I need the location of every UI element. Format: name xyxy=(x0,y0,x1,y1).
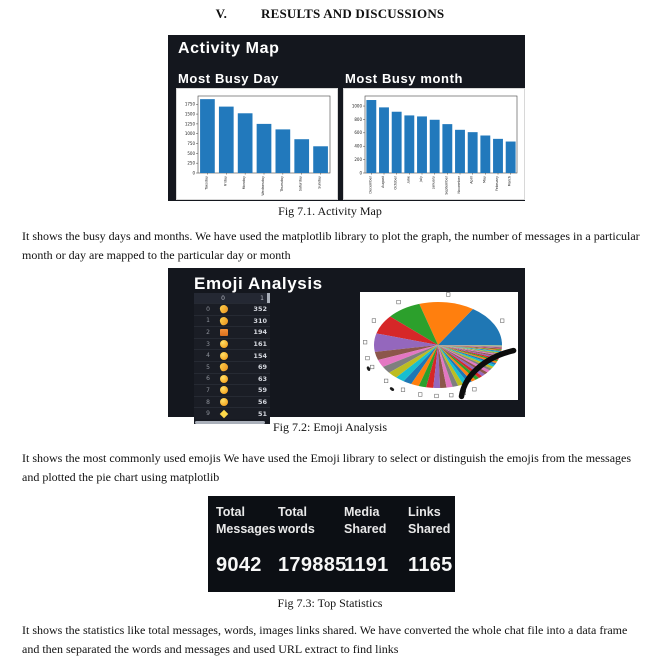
svg-text:0: 0 xyxy=(192,170,195,176)
emoji-pie-chart xyxy=(360,292,518,400)
emoji-count: 69 xyxy=(257,363,267,372)
emoji-count: 310 xyxy=(253,316,267,325)
stat-value: 1165 xyxy=(408,553,453,576)
x-tick-label: Tuesday xyxy=(204,176,209,190)
activity-map-title: Activity Map xyxy=(178,40,280,57)
x-tick-label: Sunday xyxy=(317,176,322,189)
emoji-table-row xyxy=(194,407,270,419)
busy-day-bar-chart xyxy=(176,88,338,200)
row-index: 6 xyxy=(206,375,210,383)
bar xyxy=(313,146,328,173)
fig3-caption: Fig 7.3: Top Statistics xyxy=(277,596,383,610)
svg-text:1750: 1750 xyxy=(184,101,195,107)
bar xyxy=(379,107,389,173)
bar xyxy=(506,142,516,173)
emoji-table-row xyxy=(194,361,270,373)
emoji-count: 154 xyxy=(253,351,267,360)
svg-text:400: 400 xyxy=(354,143,362,149)
emoji-table-row xyxy=(194,326,270,338)
bar xyxy=(238,113,253,173)
x-tick-label: November xyxy=(457,176,461,194)
stat-value: 1191 xyxy=(344,553,389,576)
emoji-label-box xyxy=(384,379,388,383)
emoji-label-box xyxy=(500,319,504,323)
top-statistics-figure xyxy=(208,496,455,592)
smiling-face-emoji xyxy=(220,375,228,383)
bar xyxy=(417,116,427,173)
svg-text:750: 750 xyxy=(187,140,195,146)
stat-value: 9042 xyxy=(216,553,262,576)
emoji-count: 161 xyxy=(253,340,267,349)
x-tick-label: September xyxy=(444,176,449,195)
bar xyxy=(455,130,465,173)
row-index: 2 xyxy=(206,328,210,336)
bar xyxy=(257,124,272,173)
row-index: 8 xyxy=(206,398,210,406)
row-index: 0 xyxy=(206,305,210,313)
svg-text:1000: 1000 xyxy=(351,103,362,109)
stat-label: Links Shared xyxy=(408,505,451,536)
row-index: 5 xyxy=(206,363,210,371)
emoji-table-col0: 0 xyxy=(221,294,225,302)
x-tick-label: Saturday xyxy=(298,176,303,192)
emoji-table-row xyxy=(194,384,270,396)
row-index: 4 xyxy=(206,352,210,360)
sparkle-emoji xyxy=(220,410,228,418)
x-tick-label: Wednesday xyxy=(261,176,265,196)
emoji-table-col1: 1 xyxy=(260,294,264,302)
paragraph-2: It shows the most commonly used emojis We have used the Emoji library to select or distinguish the emojis from the messages and plotted the pie chart using matplotlib xyxy=(22,451,632,484)
bar xyxy=(219,107,234,173)
section-number: V. xyxy=(215,6,228,21)
emoji-label-box xyxy=(366,356,370,360)
most-busy-day-subtitle: Most Busy Day xyxy=(178,71,279,86)
bar xyxy=(294,139,309,173)
bar xyxy=(392,112,402,173)
row-index: 3 xyxy=(206,340,210,348)
bar xyxy=(493,139,503,173)
x-tick-label: July xyxy=(419,176,423,183)
x-tick-label: Monday xyxy=(242,176,247,190)
stat-total-messages xyxy=(216,504,278,577)
svg-text:500: 500 xyxy=(187,150,195,156)
paragraph-1: It shows the busy days and months. We have used the matplotlib library to plot the graph, the number of messages in a particular month or day are mapped to the particular day or month xyxy=(22,229,640,262)
stat-label: Total Messages xyxy=(216,505,276,536)
x-tick-label: June xyxy=(406,176,411,184)
stats-grid xyxy=(216,504,451,577)
fig1-caption: Fig 7.1. Activity Map xyxy=(278,204,382,218)
section-title: RESULTS AND DISCUSSIONS xyxy=(261,6,445,21)
laughing-face-emoji xyxy=(220,340,228,348)
emoji-label-glyph xyxy=(389,386,395,391)
emoji-table-row xyxy=(194,349,270,361)
laughing-face-emoji xyxy=(220,386,228,394)
x-tick-label: April xyxy=(469,176,474,184)
x-tick-label: February xyxy=(495,176,499,192)
section-heading xyxy=(0,6,660,22)
bar xyxy=(366,100,376,173)
bar xyxy=(468,132,478,173)
emoji-label-box xyxy=(449,393,453,397)
busy-month-bar-chart xyxy=(343,88,525,200)
bar xyxy=(442,124,452,173)
x-tick-label: October xyxy=(393,176,398,190)
x-tick-label: Thursday xyxy=(279,176,284,192)
stat-value: 179885 xyxy=(278,553,347,576)
x-tick-label: December xyxy=(368,176,373,194)
emoji-count: 63 xyxy=(257,374,267,383)
svg-text:800: 800 xyxy=(354,116,362,122)
emoji-label-box xyxy=(473,387,477,391)
row-index: 1 xyxy=(206,317,210,325)
bar xyxy=(404,115,414,173)
stat-total-words xyxy=(278,504,347,577)
table-vertical-scrollbar[interactable] xyxy=(267,293,270,303)
svg-text:250: 250 xyxy=(187,160,195,166)
thumbs-up-emoji xyxy=(219,316,229,326)
ok-hand-emoji xyxy=(219,362,229,372)
bar xyxy=(200,99,215,173)
emoji-label-box xyxy=(401,388,405,392)
row-index: 7 xyxy=(206,386,210,394)
emoji-table-row xyxy=(194,396,270,408)
stat-label: Media Shared xyxy=(344,505,387,536)
emoji-count: 51 xyxy=(257,409,267,418)
stat-links-shared xyxy=(408,504,458,577)
emoji-label-box xyxy=(372,319,376,323)
folded-hands-emoji xyxy=(219,304,229,314)
emoji-table-row xyxy=(194,338,270,350)
emoji-label-box xyxy=(435,394,439,398)
emoji-label-box xyxy=(363,340,367,344)
emoji-label-box xyxy=(418,393,422,397)
svg-text:0: 0 xyxy=(359,170,362,176)
emoji-analysis-title: Emoji Analysis xyxy=(194,274,323,293)
emoji-table-header xyxy=(194,293,270,303)
smiling-face-emoji xyxy=(220,398,228,406)
emoji-table-row xyxy=(194,315,270,327)
emoji-count: 56 xyxy=(257,398,267,407)
emoji-count-table xyxy=(194,293,270,424)
svg-text:1000: 1000 xyxy=(184,131,195,137)
x-tick-label: March xyxy=(507,176,512,187)
most-busy-month-subtitle: Most Busy month xyxy=(345,71,464,86)
stat-label: Total words xyxy=(278,505,315,536)
emoji-count: 194 xyxy=(253,328,267,337)
emoji-label-box xyxy=(370,365,374,369)
x-tick-label: Friday xyxy=(223,176,228,187)
emoji-count: 352 xyxy=(253,305,267,314)
stat-media-shared xyxy=(344,504,408,577)
svg-text:1250: 1250 xyxy=(184,121,195,127)
svg-text:600: 600 xyxy=(354,130,362,136)
x-tick-label: May xyxy=(482,176,487,184)
emoji-table-row xyxy=(194,303,270,315)
x-tick-label: August xyxy=(381,176,385,188)
svg-text:1500: 1500 xyxy=(184,111,195,117)
orange-square-emoji xyxy=(220,329,228,336)
bar xyxy=(430,120,440,173)
bar xyxy=(276,129,291,173)
fig2-caption: Fig 7.2: Emoji Analysis xyxy=(272,420,387,434)
emoji-label-box xyxy=(397,300,401,304)
emoji-table-row xyxy=(194,373,270,385)
svg-text:200: 200 xyxy=(354,157,362,163)
emoji-count: 59 xyxy=(257,386,267,395)
activity-map-figure xyxy=(168,35,525,201)
row-index: 9 xyxy=(206,410,210,418)
emoji-analysis-figure xyxy=(168,268,525,417)
bar xyxy=(480,136,490,173)
x-tick-label: January xyxy=(431,176,436,189)
laughing-face-emoji xyxy=(220,352,228,360)
paragraph-3: It shows the statistics like total messages, words, images links shared. We have converted the whole chat file into a data frame and then separated the words and messages and used URL extract to find links xyxy=(22,623,628,656)
emoji-label-box xyxy=(446,293,450,297)
